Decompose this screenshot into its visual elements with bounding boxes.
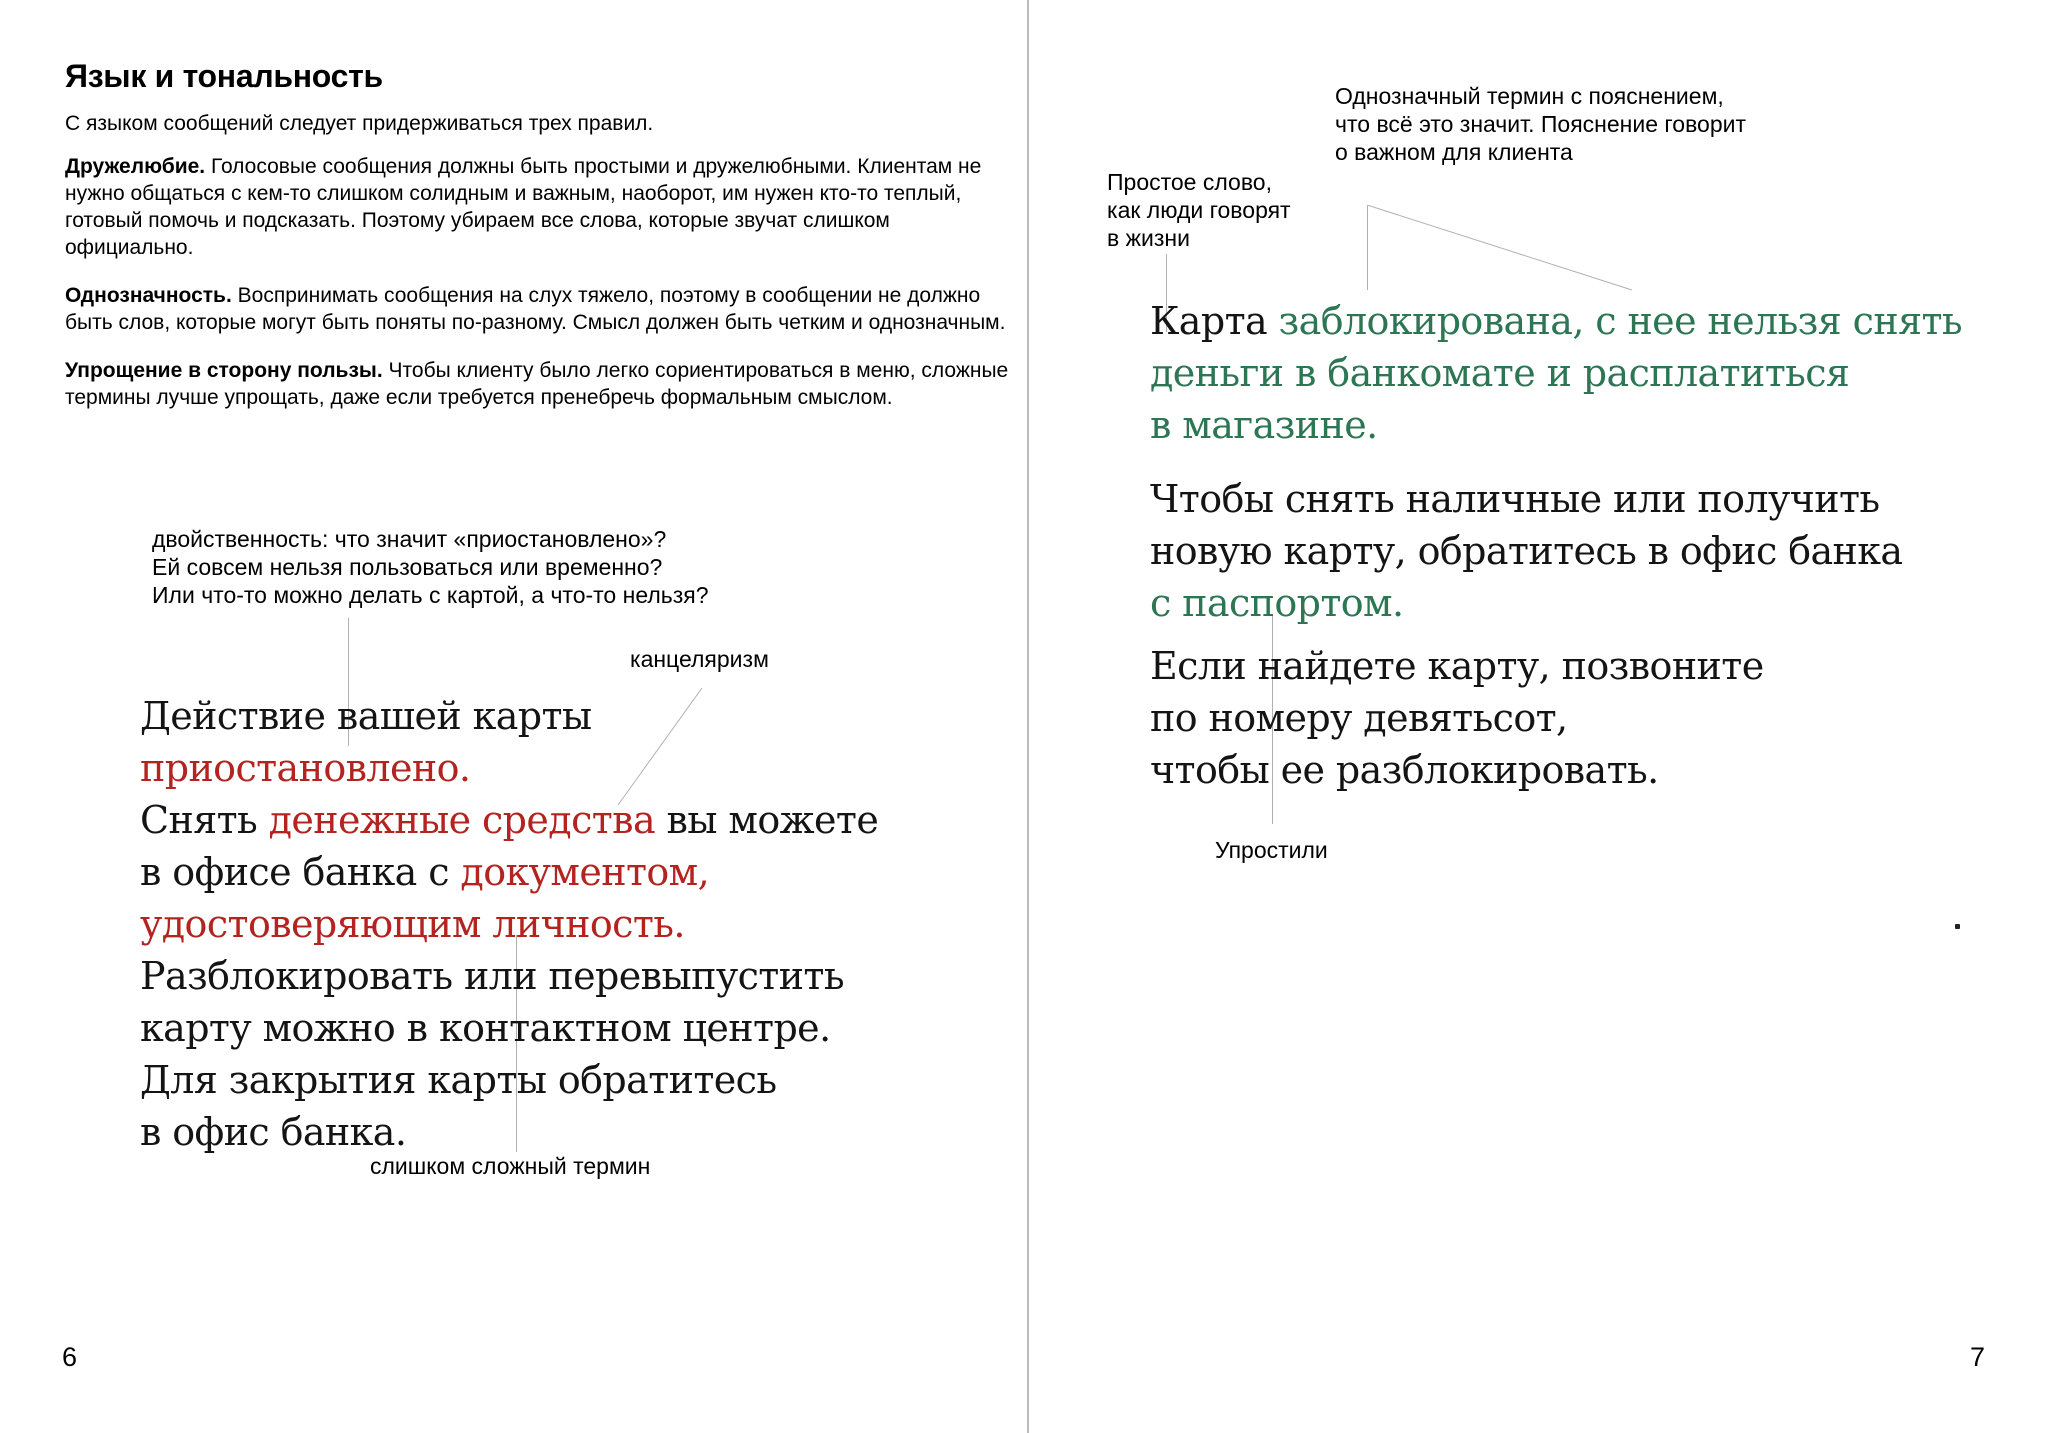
text-line: о важном для клиента [1335,139,1573,165]
text-line: Дружелюбие. Голосовые сообщения должны быть простыми и дружелюбными. Клиентам не [65,155,982,178]
text-line: Простое слово, [1107,169,1272,195]
rules-list [65,153,1008,411]
stray-dot [1955,924,1960,929]
example-segment-bad: удостоверяющим личность. [140,902,685,946]
text-line: официально. [65,236,194,259]
example-voice-message-bad [140,690,878,1158]
text-line: термины лучше упрощать, даже если требуется пренебречь формальным смыслом. [65,386,893,409]
rule-paragraph [65,282,1008,336]
example-line [140,846,878,898]
text-line: Однозначность. Воспринимать сообщения на слух тяжело, поэтому в сообщении не должно [65,284,981,307]
example-segment-good: заблокирована, с нее нельзя снять [1278,299,1962,343]
text-line: готовый помочь и подсказать. Поэтому убираем все слова, которые звучат слишком [65,209,890,232]
example-line [1150,640,1764,692]
example-segment-bad: документом, [460,850,710,894]
example-segment-bad: денежные средства [268,798,656,842]
text-line: в жизни [1107,225,1190,251]
example-line [140,898,878,950]
text-line: быть слов, которые могут быть поняты по-разному. Смысл должен быть четким и однозначным. [65,311,1006,334]
example-paragraph [1150,295,1962,451]
text-line: двойственность: что значит «приостановлено»? [152,526,667,552]
leader-line-clear-term-diagonal [1367,205,1637,295]
example-segment-plain: карту можно в контактном центре. [140,1006,831,1050]
text-line: нужно общаться с кем-то слишком солидным и важным, наоборот, им нужен кто-то теплый, [65,182,962,205]
text-line: что всё это значит. Пояснение говорит [1335,111,1747,137]
callout-bureaucratese: канцеляризм [630,646,769,672]
rule-term: Однозначность. [65,284,232,307]
example-segment-plain: в офис банка. [140,1110,407,1154]
example-segment-plain: Чтобы снять наличные или получить [1150,477,1880,521]
example-segment-plain: в офисе банка с [140,850,461,894]
example-paragraph [1150,640,1764,796]
example-segment-good: деньги в банкомате и расплатиться [1150,351,1850,395]
example-line [1150,577,1902,629]
annotation-simple-word [1107,168,1291,252]
example-line [1150,295,1962,347]
example-segment-plain: Разблокировать или перевыпустить [140,954,844,998]
example-segment-good: с паспортом. [1150,581,1404,625]
example-line [140,1002,878,1054]
example-paragraph [1150,473,1902,629]
example-line [140,690,878,742]
page-number-right: 7 [1970,1342,1986,1372]
example-segment-bad: приостановлено. [140,746,471,790]
example-line [1150,525,1902,577]
annotation-clear-term [1335,82,1746,166]
example-line [1150,399,1962,451]
example-segment-plain: по номеру девятьсот, [1150,696,1568,740]
callout-simplified: Упростили [1215,837,1328,863]
example-segment-plain: Действие вашей карты [140,694,592,738]
text-line: Упрощение в сторону пользы. Чтобы клиенту было легко сориентироваться в меню, сложные [65,359,1009,382]
intro-paragraph: С языком сообщений следует придерживаться трех правил. [65,112,654,135]
example-line [140,794,878,846]
rule-paragraph [65,357,1008,411]
example-line [1150,744,1764,796]
example-line [1150,692,1764,744]
annotation-ambiguity [152,525,709,609]
example-segment-plain: чтобы ее разблокировать. [1150,748,1659,792]
page-title: Язык и тональность [65,58,383,94]
example-segment-good: в магазине. [1150,403,1378,447]
example-line [140,1054,878,1106]
text-line: Или что-то можно делать с картой, а что-то нельзя? [152,582,709,608]
example-line [1150,473,1902,525]
example-segment-plain: Если найдете карту, позвоните [1150,644,1764,688]
example-segment-plain: Для закрытия карты обратитесь [140,1058,777,1102]
example-segment-plain: Снять [140,798,269,842]
text-line: Однозначный термин с пояснением, [1335,83,1724,109]
example-line [140,742,878,794]
rule-paragraph [65,153,1008,261]
rule-term: Упрощение в сторону пользы. [65,359,383,382]
example-line [140,950,878,1002]
rule-term: Дружелюбие. [65,155,206,178]
example-segment-plain: вы можете [655,798,879,842]
example-line [1150,347,1962,399]
page-divider-line [1027,0,1029,1433]
example-segment-plain: новую карту, обратитесь в офис банка [1150,529,1903,573]
text-line: как люди говорят [1107,197,1291,223]
example-line [140,1106,878,1158]
page-number-left: 6 [62,1342,78,1372]
callout-complex-term: слишком сложный термин [370,1153,651,1179]
text-line: Ей совсем нельзя пользоваться или временно? [152,554,663,580]
example-segment-plain: Карта [1150,299,1279,343]
